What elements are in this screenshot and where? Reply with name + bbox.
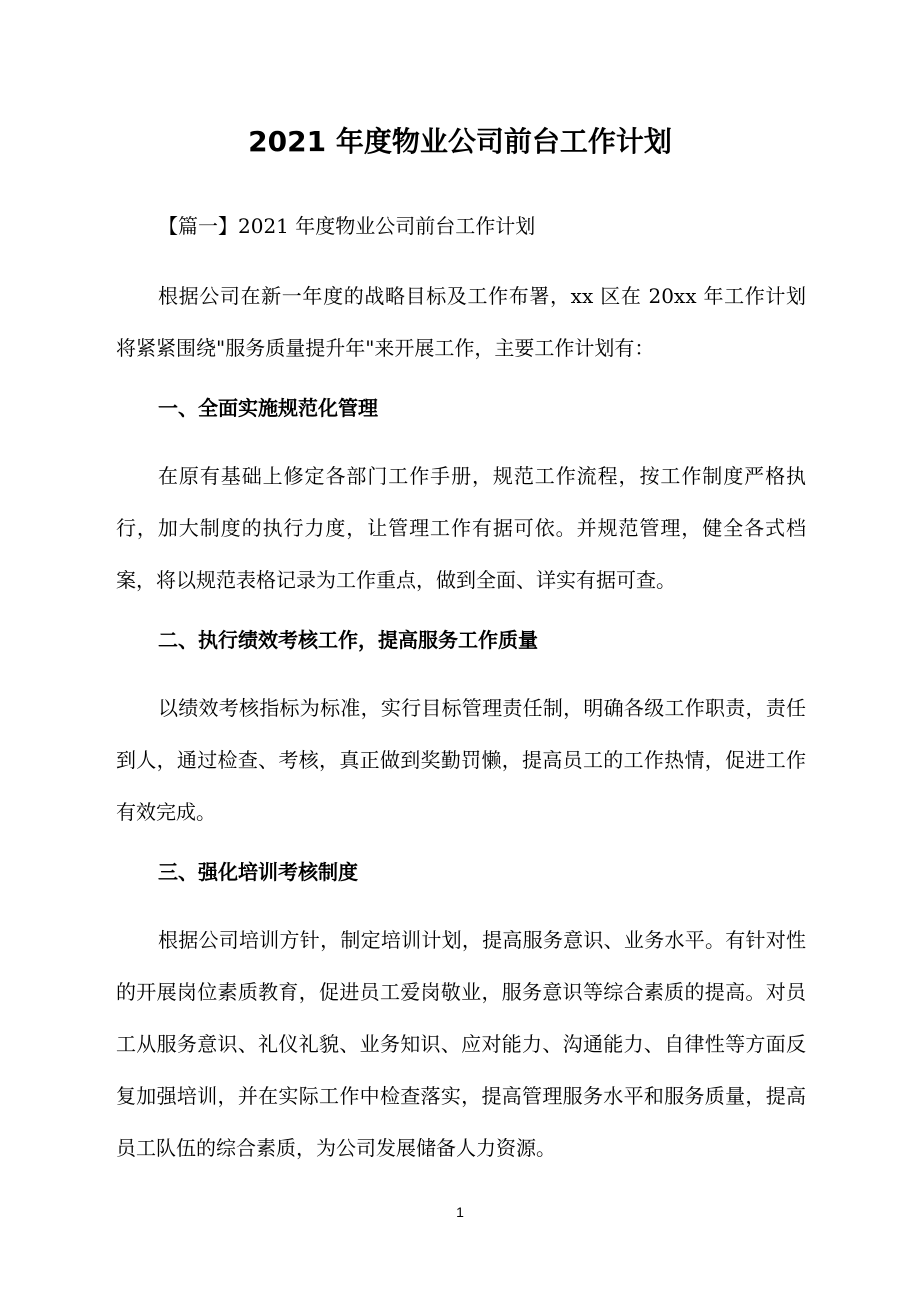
section-body-2: 以绩效考核指标为标准，实行目标管理责任制，明确各级工作职责，责任到人，通过检查、考核，真正做到奖勤罚懒，提高员工的工作热情，促进工作有效完成。 (116, 696, 806, 824)
section-heading-1: 一、全面实施规范化管理 (158, 396, 378, 420)
document-title: 2021 年度物业公司前台工作计划 (248, 125, 672, 158)
section-heading-3: 三、强化培训考核制度 (158, 860, 358, 884)
page-number: 1 (456, 1204, 464, 1220)
intro-paragraph: 根据公司在新一年度的战略目标及工作布署，xx 区在 20xx 年工作计划将紧紧围绕"服务质量提升年"来开展工作，主要工作计划有： (116, 284, 806, 360)
section-body-3: 根据公司培训方针，制定培训计划，提高服务意识、业务水平。有针对性的开展岗位素质教育，促进员工爱岗敬业，服务意识等综合素质的提高。对员工从服务意识、礼仪礼貌、业务知识、应对能力、沟通能力、自律性等方面反复加强培训，并在实际工作中检查落实，提高管理服务水平和服务质量，提高员工队伍的综合素质，为公司发展储备人力资源。 (116, 928, 806, 1160)
document-subtitle: 【篇一】2021 年度物业公司前台工作计划 (158, 214, 536, 238)
section-heading-2: 二、执行绩效考核工作，提高服务工作质量 (158, 628, 538, 652)
section-body-1: 在原有基础上修定各部门工作手册，规范工作流程，按工作制度严格执行，加大制度的执行力度，让管理工作有据可依。并规范管理，健全各式档案，将以规范表格记录为工作重点，做到全面、详实有据可查。 (116, 464, 806, 592)
